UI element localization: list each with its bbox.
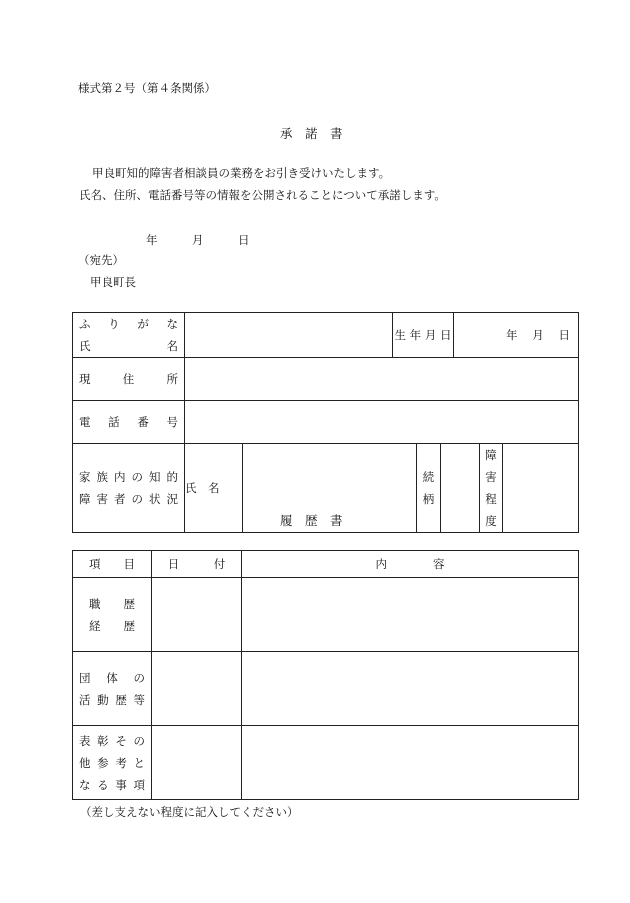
family-name-label: 氏 名 <box>185 444 243 533</box>
phone-label: 電 話 番 号 <box>79 415 178 429</box>
personal-info-table <box>72 312 579 533</box>
family-status-label-cell <box>73 444 185 533</box>
header-item: 項 目 <box>73 551 152 578</box>
phone-label-cell <box>73 401 185 444</box>
phone-input-cell[interactable] <box>185 401 579 444</box>
consent-title: 承 諾 書 <box>280 126 343 141</box>
career-label-1: 職 歴 <box>89 596 135 611</box>
org-label-line-1: 団 体 の <box>79 670 145 685</box>
address-input-cell[interactable] <box>185 358 579 401</box>
award-label-line-2: 他 参 考 と <box>79 755 145 770</box>
consent-line-1: 甲良町知的障害者相談員の業務をお引き受けいたします。 <box>92 166 391 180</box>
consent-line-2: 氏名、住所、電話番号等の情報を公開されることについて承諾します。 <box>79 188 446 202</box>
career-label-cell <box>73 578 152 652</box>
form-number: 様式第２号（第４条関係） <box>78 81 216 95</box>
resume-table <box>72 550 579 800</box>
career-content-cell[interactable] <box>242 578 579 652</box>
address-label: 現 住 所 <box>79 372 178 386</box>
org-activity-label-cell <box>73 652 152 726</box>
award-label-line-3: な る 事 項 <box>79 777 145 792</box>
birth-date-cell[interactable]: 年 月 日 <box>454 313 579 358</box>
date-line: 年 月 日 <box>146 233 250 247</box>
award-label-line-1: 表 彰 そ の <box>79 733 145 748</box>
disability-level-input-cell[interactable] <box>503 444 579 533</box>
org-activity-content-cell[interactable] <box>242 652 579 726</box>
disability-level-label-cell <box>480 444 509 533</box>
relation-label-1: 続 <box>422 470 435 484</box>
header-date: 日 付 <box>152 551 242 578</box>
resume-title: 履 歴 書 <box>280 513 343 528</box>
addressee-label: （宛先） <box>78 253 124 267</box>
relation-input-cell[interactable] <box>441 444 480 533</box>
address-label-cell <box>73 358 185 401</box>
org-label-line-2: 活 動 歴 等 <box>79 692 145 707</box>
name-label: 氏 名 <box>79 339 178 353</box>
disability-label-1: 障 害 <box>485 448 509 484</box>
addressee: 甲良町長 <box>90 275 136 289</box>
career-label-2: 経 歴 <box>89 618 135 633</box>
header-content: 内 容 <box>242 551 579 578</box>
footnote: （差し支えない程度に記入してください） <box>80 805 299 819</box>
awards-date-cell[interactable] <box>152 726 242 800</box>
birth-date-label: 生 年 月 日 <box>393 313 454 358</box>
name-input-cell[interactable] <box>185 313 393 358</box>
relation-label-2: 柄 <box>422 492 435 506</box>
family-status-label-line-2: 障 害 者 の 状 況 <box>79 492 178 506</box>
career-date-cell[interactable] <box>152 578 242 652</box>
org-activity-date-cell[interactable] <box>152 652 242 726</box>
furigana-label: ふ り が な <box>79 317 178 331</box>
disability-label-2: 程 度 <box>485 492 509 528</box>
awards-label-cell <box>73 726 152 800</box>
awards-content-cell[interactable] <box>242 726 579 800</box>
family-status-label-line-1: 家 族 内 の 知 的 <box>79 470 178 484</box>
relation-label-cell <box>417 444 441 533</box>
furigana-name-label-cell <box>73 313 185 358</box>
